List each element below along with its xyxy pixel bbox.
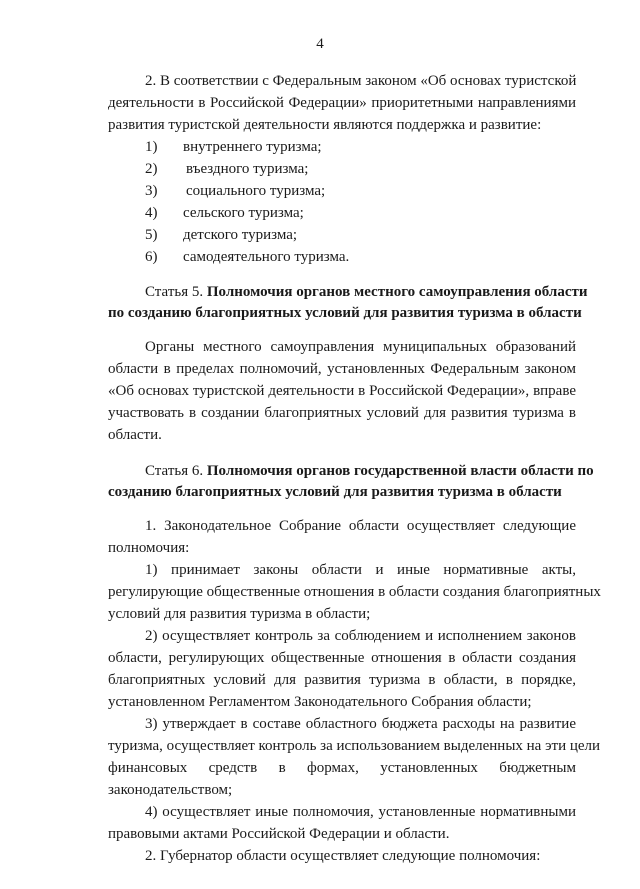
paragraph-line: деятельности в Российской Федерации» приоритетными направлениями [108, 95, 576, 111]
paragraph-line: 2. Губернатор области осуществляет следующие полномочия: [145, 848, 541, 864]
article-heading [145, 462, 594, 480]
paragraph-line: условий для развития туризма в области; [108, 606, 371, 622]
paragraph-line: области в пределах полномочий, установленных Федеральным законом [108, 361, 576, 377]
list-item: внутреннего туризма; [183, 139, 322, 155]
paragraph-line: 3) утверждает в составе областного бюджета расходы на развитие [145, 716, 576, 732]
list-item: самодеятельного туризма. [183, 249, 350, 265]
paragraph-line: законодательством; [108, 782, 233, 798]
article-title-line: по созданию благоприятных условий для развития туризма в области [108, 305, 582, 321]
paragraph-line: участвовать в создании благоприятных условий для развития туризма в [108, 405, 576, 421]
article-title-cont [108, 304, 582, 322]
list-item: сельского туризма; [183, 205, 304, 221]
article-title: Полномочия органов местного самоуправления области [206, 284, 588, 300]
paragraph-line: 1. Законодательное Собрание области осуществляет следующие [145, 518, 576, 534]
article-title-line: созданию благоприятных условий для развития туризма в области [108, 484, 562, 500]
paragraph-line: туризма, осуществляет контроль за использованием выделенных на эти цели [108, 738, 601, 754]
paragraph-line: «Об основах туристской деятельности в Российской Федерации», вправе [108, 383, 576, 399]
paragraph-line: развития туристской деятельности являются поддержка и развитие: [108, 117, 542, 133]
article-title: Полномочия органов государственной власти области по [206, 463, 594, 479]
paragraph-line: 2. В соответствии с Федеральным законом «Об основах туристской [145, 73, 577, 89]
list-item-number: 5) [145, 227, 158, 243]
article-label: Статья 5. [145, 284, 204, 300]
list-item-number: 3) [145, 183, 158, 199]
list-item-number: 2) [145, 161, 158, 177]
article-label: Статья 6. [145, 463, 204, 479]
paragraph-line: области, регулирующих общественные отношения в области создания [108, 650, 576, 666]
list-item: детского туризма; [183, 227, 298, 243]
paragraph-line: полномочия: [108, 540, 190, 556]
list-item-number: 6) [145, 249, 158, 265]
article-title-cont [108, 483, 562, 501]
list-item-number: 4) [145, 205, 158, 221]
paragraph-line: Органы местного самоуправления муниципальных образований [145, 339, 576, 355]
paragraph-line: области. [108, 427, 162, 443]
paragraph-line: благоприятных условий для развития туризма в области, в порядке, [108, 672, 576, 688]
list-item: въездного туризма; [186, 161, 309, 177]
paragraph-line: 1) принимает законы области и иные нормативные акты, [145, 562, 576, 578]
paragraph-line: финансовых средств в формах, установленных бюджетным [108, 760, 576, 776]
paragraph-line: регулирующие общественные отношения в области создания благоприятных [108, 584, 601, 600]
paragraph-line: 4) осуществляет иные полномочия, установленные нормативными [145, 804, 576, 820]
paragraph-line: установленном Регламентом Законодательного Собрания области; [108, 694, 532, 710]
page-number: 4 [316, 36, 324, 52]
paragraph-line: правовыми актами Российской Федерации и области. [108, 826, 450, 842]
list-item-number: 1) [145, 139, 158, 155]
paragraph-line: 2) осуществляет контроль за соблюдением и исполнением законов [145, 628, 576, 644]
list-item: социального туризма; [186, 183, 326, 199]
article-heading [145, 283, 588, 301]
